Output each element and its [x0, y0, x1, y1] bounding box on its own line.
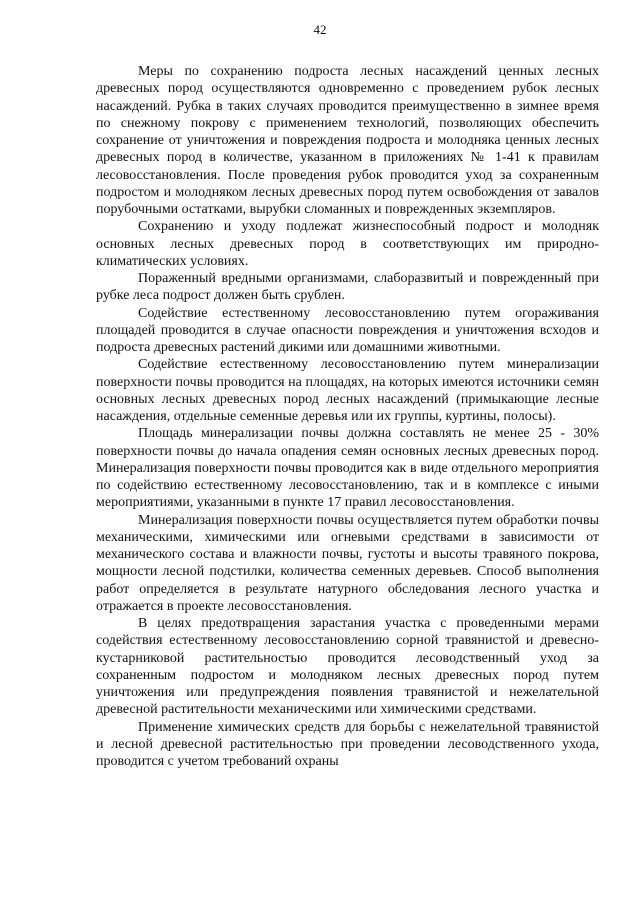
paragraph-mineralization-methods: Минерализация поверхности почвы осуществляется путем обработки почвы механическими, химическими или огневыми средствами в зависимости от механического состава и влажности почвы, густоты и высоты травяного покрова, мощности лесной подстилки, количества семенных деревьев. Способ выполнения работ определяется в результате натурного обследования лесного участка и отражается в проекте лесовосстановления.: [96, 512, 599, 614]
paragraph-soil-mineralization: Содействие естественному лесовосстановлению путем минерализации поверхности почвы проводится на площадях, на которых имеются источники семян основных лесных древесных пород лесных насаждений (примыкающие лесные насаждения, отдельные семенные деревья или их группы, куртины, полосы).: [96, 357, 599, 424]
document-body: [96, 63, 599, 770]
paragraph-undergrowth-preservation: Меры по сохранению подроста лесных насаждений ценных лесных древесных пород осуществляются одновременно с проведением рубок лесных насаждений. Рубка в таких случаях проводится преимущественно в зимнее время по снежному покрову с применением технологий, позволяющих обеспечить сохранение от уничтожения и повреждения подроста и молодняка ценных лесных древесных пород в количестве, указанном в приложениях № 1-41 к правилам лесовосстановления. После проведения рубок проводится уход за сохраненным подростом и молодняком лесных древесных пород путем освобождения от завалов порубочными остатками, вырубки сломанных и поврежденных экземпляров.: [96, 64, 599, 217]
paragraph-chemical-means: Применение химических средств для борьбы с нежелательной травянистой и лесной древесной растительностью при проведении лесоводственного ухода, проводится с учетом требований охраны: [96, 719, 599, 769]
paragraph-damaged-undergrowth: Пораженный вредными организмами, слаборазвитый и поврежденный при рубке леса подрост должен быть срублен.: [96, 271, 599, 304]
page-number: 42: [313, 22, 327, 37]
paragraph-overgrowth-prevention: В целях предотвращения зарастания участка с проведенными мерами содействия естественному лесовосстановлению сорной травянистой и древесно-кустарниковой растительностью проводится лесоводственный уход за сохраненным подростом и молодняком лесных древесных пород путем уничтожения или предупреждения появления травянистой и нежелательной древесной растительности механическими или химическими средствами.: [96, 616, 599, 718]
paragraph-fencing: Содействие естественному лесовосстановлению путем огораживания площадей проводится в случае опасности повреждения и уничтожения всходов и подроста древесных растений дикими или домашними животными.: [96, 305, 599, 355]
paragraph-mineralization-area: Площадь минерализации почвы должна составлять не менее 25 - 30% поверхности почвы до начала опадения семян основных лесных древесных пород. Минерализация поверхности почвы проводится как в виде отдельного мероприятия по содействию естественному лесовосстановлению, так и в комплексе с иными мероприятиями, указанными в пункте 17 правил лесовосстановления.: [96, 426, 599, 511]
paragraph-viable-undergrowth: Сохранению и уходу подлежат жизнеспособный подрост и молодняк основных лесных древесных пород в соответствующих им природно-климатических условиях.: [96, 219, 599, 269]
